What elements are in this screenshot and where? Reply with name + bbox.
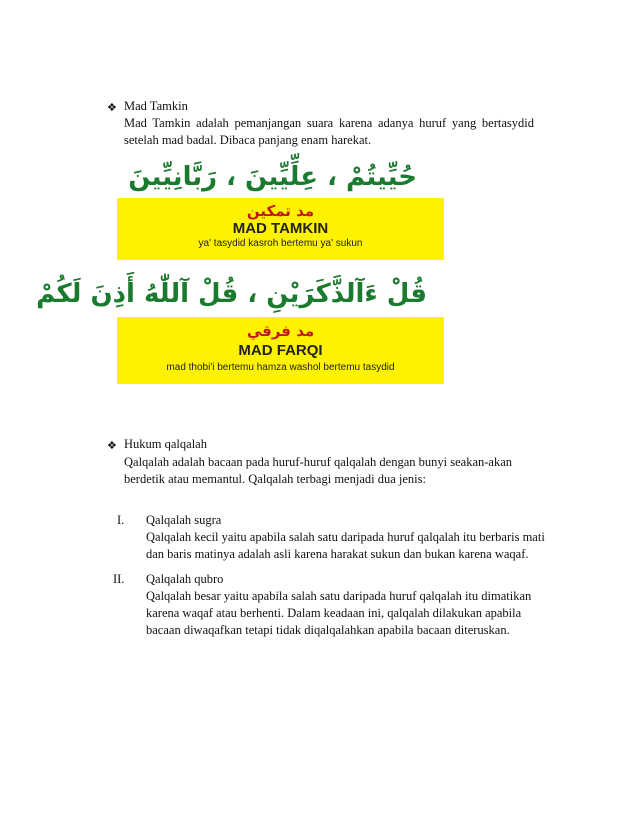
- list-item-line: bacaan diwaqafkan tetapi tidak diqalqalahkan apabila bacaan diteruskan.: [146, 623, 510, 637]
- list-item-line: Qalqalah kecil yaitu apabila salah satu daripada huruf qalqalah itu berbaris mati: [146, 530, 545, 544]
- image-subtitle: mad thobi'i bertemu hamza washol bertemu tasydid: [166, 362, 395, 373]
- arabic-label: مد تمكين: [246, 202, 315, 220]
- image-title: MAD TAMKIN: [232, 220, 329, 237]
- list-item-line: dan baris matinya adalah asli karena harakat sukun dan bukan karena waqaf.: [146, 547, 529, 561]
- mad-farqi-image: [36, 274, 444, 384]
- list-item-line: Qalqalah besar yaitu apabila salah satu daripada huruf qalqalah itu dimatikan: [146, 589, 532, 603]
- yellow-label-box: [117, 317, 444, 384]
- list-item-line: karena waqaf atau berhenti. Dalam keadaan ini, qalqalah dilakukan apabila: [146, 606, 522, 620]
- bullet-icon: ❖: [107, 439, 117, 452]
- bullet-icon: ❖: [107, 101, 117, 114]
- section-heading-mad-tamkin: Mad Tamkin: [124, 99, 188, 113]
- paragraph-line: Mad Tamkin adalah pemanjangan suara karena adanya huruf yang bertasydid: [124, 116, 534, 130]
- paragraph-line: berdetik atau memantul. Qalqalah terbagi menjadi dua jenis:: [124, 472, 426, 486]
- arabic-example-text: قُلْ ءَآلذَّكَرَيْنِ ، قُلْ آللّٰهُ أَذِنَ لَكُمْ: [36, 279, 427, 309]
- arabic-example-text: حُيِّيتُمْ ، عِلِّيِّينَ ، رَبَّانِيِّينَ: [128, 162, 417, 192]
- list-item-heading: Qalqalah sugra: [146, 513, 222, 527]
- mad-tamkin-image: [117, 160, 444, 260]
- list-numeral: I.: [117, 513, 125, 527]
- arabic-label: مد فرقي: [246, 322, 315, 340]
- paragraph-line: setelah mad badal. Dibaca panjang enam harekat.: [124, 133, 372, 147]
- yellow-label-box: [117, 198, 444, 260]
- section-heading-hukum-qalqalah: Hukum qalqalah: [124, 437, 207, 451]
- paragraph-line: Qalqalah adalah bacaan pada huruf-huruf qalqalah dengan bunyi seakan-akan: [124, 455, 513, 469]
- image-title: MAD FARQI: [238, 342, 323, 359]
- image-subtitle: ya' tasydid kasroh bertemu ya' sukun: [198, 238, 363, 249]
- list-item-heading: Qalqalah qubro: [146, 572, 224, 586]
- list-numeral: II.: [113, 572, 125, 586]
